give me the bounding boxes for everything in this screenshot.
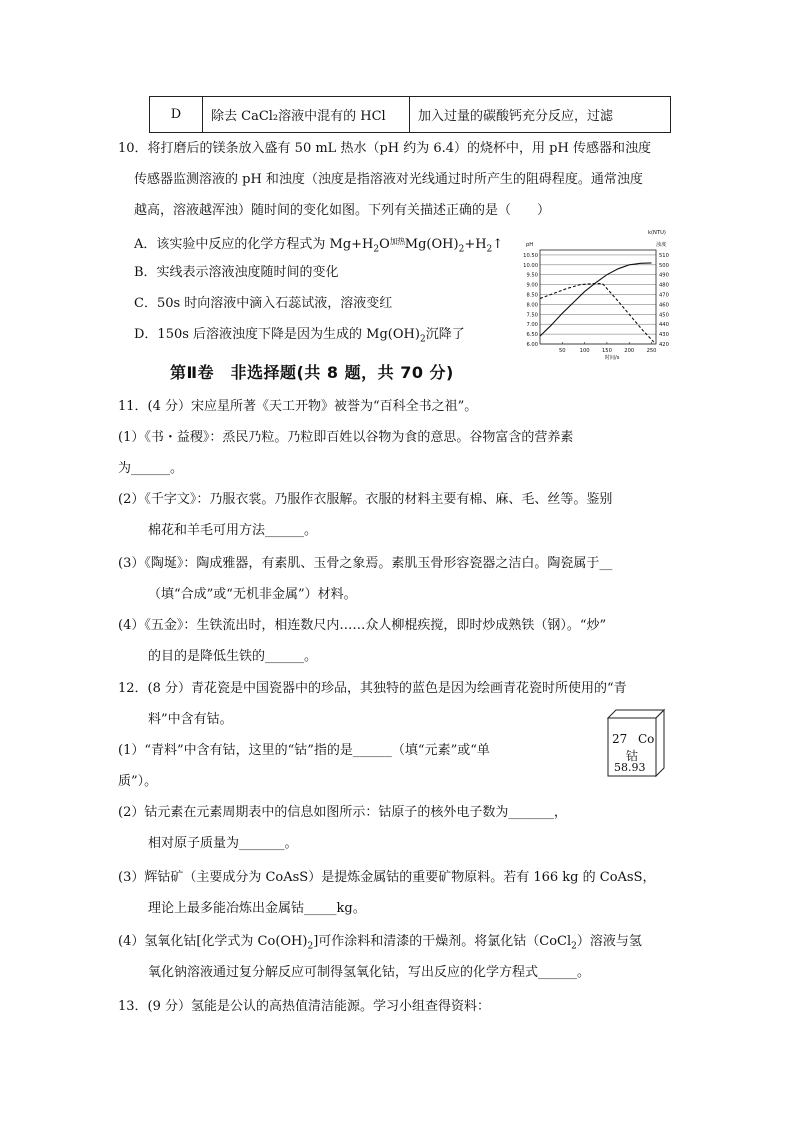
element-number: 27 bbox=[612, 732, 628, 746]
option-letter: D bbox=[150, 97, 203, 133]
turbidity-series-line bbox=[540, 284, 654, 342]
y-right-tick-label: 430 bbox=[659, 332, 669, 339]
option-purpose: 除去 CaCl₂溶液中混有的 HCl bbox=[203, 97, 410, 133]
q12-part2-line1: (2）钴元素在元素周期表中的信息如图所示：钴原子的核外电子数为_______， bbox=[118, 805, 567, 820]
q11-part1-line2: 为______。 bbox=[118, 461, 184, 476]
section-title: 第Ⅱ卷 非选择题(共 8 题，共 70 分) bbox=[170, 363, 454, 382]
y-right-axis-unit: k(NTU) bbox=[648, 230, 666, 236]
q10-option-a-product: Mg(OH) bbox=[404, 237, 459, 252]
q12-part4-line1 bbox=[118, 933, 642, 956]
y-right-tick-label: 490 bbox=[659, 272, 669, 279]
q12-part3-line2: 理论上最多能冶炼出金属钴_____kg。 bbox=[148, 901, 366, 916]
y-left-tick-label: 6.00 bbox=[526, 342, 538, 348]
q12-part2-line2: 相对原子质量为_______。 bbox=[148, 836, 298, 851]
y-right-axis-label: 浊度 bbox=[656, 242, 667, 248]
q10-option-a-pre: A．该实验中反应的化学方程式为 Mg+H bbox=[134, 237, 374, 252]
q10-option-a-o: O bbox=[379, 237, 390, 252]
q12-part4-post: ）溶液与氢 bbox=[576, 934, 642, 949]
q12-part4-line2: 氧化钠溶液通过复分解反应可制得氢氧化钴，写出反应的化学方程式______。 bbox=[148, 965, 591, 980]
q11-part1-line1: (1）《书・益稷》：烝民乃粒。乃粒即百姓以谷物为食的意思。谷物富含的营养素 bbox=[118, 430, 574, 445]
x-tick-label: 250 bbox=[646, 348, 657, 354]
q12-part3-line1: (3）辉钴矿（主要成分为 CoAsS）是提炼金属钴的重要矿物原料。若有 166 kg 的 CoAsS， bbox=[118, 870, 656, 885]
y-left-tick-label: 8.50 bbox=[526, 292, 538, 299]
y-left-tick-label: 9.50 bbox=[526, 272, 538, 279]
q11-part3-line2: （填“合成”或“无机非金属”）材料。 bbox=[148, 587, 357, 602]
q12-part4-sub1: 2 bbox=[307, 941, 314, 952]
y-left-tick-label: 8.00 bbox=[526, 302, 538, 309]
q10-option-a-arrow: ↑ bbox=[492, 237, 504, 252]
y-right-tick-label: 440 bbox=[659, 322, 669, 329]
q11-stem: 11．(4 分）宋应星所著《天工开物》被誉为“百科全书之祖”。 bbox=[118, 399, 478, 414]
y-left-axis-label: pH bbox=[526, 242, 534, 248]
y-right-tick-label: 450 bbox=[659, 312, 669, 319]
q10-option-c: C．50s 时向溶液中滴入石蕊试液，溶液变红 bbox=[134, 296, 393, 311]
q11-part3-line1: (3）《陶埏》：陶成雅器，有素肌、玉骨之象焉。素肌玉骨形容瓷器之洁白。陶瓷属于__ bbox=[118, 556, 613, 571]
q11-part2-line2: 棉花和羊毛可用方法______。 bbox=[148, 523, 318, 538]
q10-option-a-sub1: 2 bbox=[373, 244, 380, 255]
element-mass: 58.93 bbox=[614, 761, 646, 774]
q11-part4-line1: (4）《五金》：生铁流出时，相连数尺内……众人柳棍疾搅，即时炒成熟铁（钢）。“炒” bbox=[118, 618, 607, 633]
q10-option-a-sub2: 2 bbox=[458, 244, 465, 255]
q12-stem-line2: 料”中含有钴。 bbox=[148, 712, 233, 727]
q12-part1-line1: (1）“青料”中含有钴，这里的“钴”指的是______（填“元素”或“单 bbox=[118, 743, 490, 758]
q10-option-d bbox=[134, 326, 465, 349]
q11-part2-line1: (2）《千字文》：乃服衣裳。乃服作衣服解。衣服的材料主要有棉、麻、毛、丝等。鉴别 bbox=[118, 492, 613, 507]
y-right-tick-label: 480 bbox=[659, 282, 669, 289]
q10-option-a-h: +H bbox=[464, 237, 487, 252]
x-axis-label: 时间/s bbox=[604, 355, 620, 361]
q10-option-a-condition: 加热 bbox=[389, 237, 405, 246]
q11-part4-line2: 的目的是降低生铁的______。 bbox=[148, 649, 318, 664]
y-right-tick-label: 470 bbox=[659, 292, 669, 299]
x-tick-label: 50 bbox=[559, 348, 566, 354]
x-tick-label: 150 bbox=[601, 348, 612, 354]
q12-part4-pre: (4）氢氧化钴[化学式为 Co(OH) bbox=[118, 934, 308, 949]
q12-part4-mid: ]可作涂料和清漆的干燥剂。将氯化钴（CoCl bbox=[313, 934, 572, 949]
option-method: 加入过量的碳酸钙充分反应，过滤 bbox=[410, 97, 671, 133]
y-right-tick-label: 500 bbox=[659, 262, 669, 269]
x-tick-label: 200 bbox=[624, 348, 635, 354]
options-table bbox=[149, 96, 671, 133]
q10-option-a-sub3: 2 bbox=[486, 244, 493, 255]
y-right-tick-label: 420 bbox=[659, 342, 669, 348]
q12-part1-line2: 质”）。 bbox=[118, 774, 158, 789]
y-left-tick-label: 7.50 bbox=[526, 312, 538, 319]
table-row bbox=[150, 97, 671, 133]
chart-frame bbox=[540, 250, 656, 344]
q10-option-d-sub: 2 bbox=[419, 334, 426, 345]
q10-option-d-pre: D．150s 后溶液浊度下降是因为生成的 Mg(OH) bbox=[134, 327, 420, 342]
q12-stem-line1: 12．(8 分）青花瓷是中国瓷器中的珍品，其独特的蓝色是因为绘画青花瓷时所使用的“青 bbox=[118, 681, 627, 696]
q13-stem: 13．(9 分）氢能是公认的高热值清洁能源。学习小组查得资料： bbox=[118, 999, 491, 1014]
y-left-tick-label: 10.00 bbox=[523, 262, 538, 269]
y-left-tick-label: 10.50 bbox=[523, 252, 538, 259]
q12-part4-sub2: 2 bbox=[571, 941, 577, 952]
y-left-tick-label: 7.00 bbox=[526, 322, 538, 329]
y-right-tick-label: 460 bbox=[659, 302, 669, 309]
y-left-tick-label: 9.00 bbox=[526, 282, 538, 289]
q10-option-b: B．实线表示溶液浊度随时间的变化 bbox=[134, 265, 339, 280]
q10-stem-line1: 10．将打磨后的镁条放入盛有 50 mL 热水（pH 约为 6.4）的烧杯中，用 pH 传感器和浊度 bbox=[118, 141, 651, 156]
ph-turbidity-chart bbox=[514, 226, 672, 366]
element-symbol: Co bbox=[638, 732, 655, 746]
ph-series-line bbox=[540, 263, 652, 336]
element-name: 钴 bbox=[626, 749, 639, 763]
q10-stem-line2: 传感器监测溶液的 pH 和浊度（浊度是指溶液对光线通过时所产生的阻碍程度。通常浊度 bbox=[134, 172, 643, 187]
q10-option-d-post: 沉降了 bbox=[425, 327, 465, 342]
x-tick-label: 100 bbox=[579, 348, 590, 354]
q10-option-a bbox=[134, 233, 503, 259]
q10-stem-line3: 越高，溶液越浑浊）随时间的变化如图。下列有关描述正确的是（ ） bbox=[134, 203, 551, 218]
y-right-tick-label: 510 bbox=[659, 252, 669, 259]
y-left-tick-label: 6.50 bbox=[526, 332, 538, 339]
